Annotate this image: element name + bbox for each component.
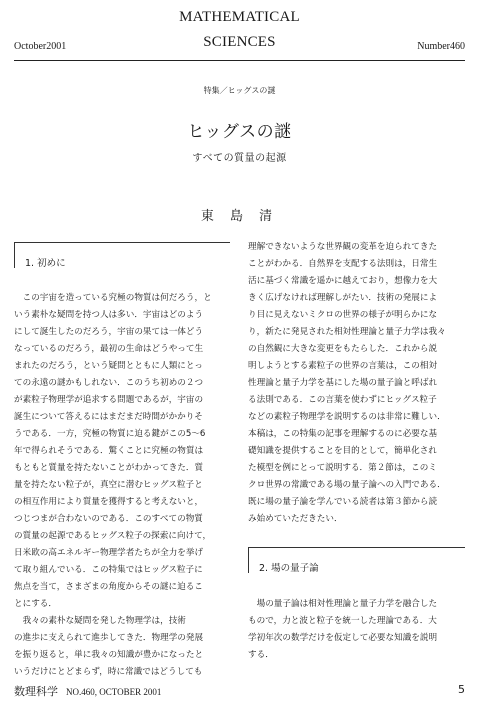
body-line: 年で得られそうである．驚くことに究極の物質は (14, 446, 204, 456)
body-line: を振り返ると，単に我々の知識が豊かになったと (14, 650, 204, 660)
body-line: り，新たに発見された相対性理論と量子力学は我々 (248, 327, 446, 337)
issue-date: October2001 (14, 41, 67, 52)
body-line: の質量の起源であるヒッグス粒子の探索に向けて， (14, 531, 212, 541)
article-title: ヒッグスの謎 (187, 122, 292, 142)
section-2-heading: 2. 場の量子論 (248, 547, 465, 573)
footer-info (14, 683, 161, 699)
body-line: 性理論と量子力学を基にした場の量子論と呼ばれ (248, 378, 438, 388)
body-line: の相互作用により質量を獲得すると考えないと， (14, 497, 204, 507)
body-line: きく広げなければ理解しがたい．技術の発展によ (248, 293, 438, 303)
body-line: 本稿は，この特集の記事を理解するのに必要な基 (248, 429, 438, 439)
body-line: いうだけにとどまらず，時に常識ではどうしても (14, 667, 203, 677)
body-line: いう素朴な疑問を持つ人は多い．宇宙はどのよう (14, 310, 204, 320)
body-line: 場の量子論は相対性理論と量子力学を融合した (248, 599, 438, 609)
footer-issue: NO.460, OCTOBER 2001 (66, 687, 162, 697)
body-line: 既に場の量子論を学んでいる読者は第３節から読 (248, 497, 438, 507)
body-line: なっているのだろう，最初の生命はどうやって生 (14, 344, 204, 354)
body-line: る法則である．この言葉を使わずにヒッグス粒子 (248, 395, 437, 405)
masthead-title-line2: SCIENCES (203, 34, 276, 50)
body-line: の自然観に大きな変更をもたらした．これから説 (248, 344, 438, 354)
masthead-title-line1: MATHEMATICAL (179, 9, 300, 25)
body-line: もともと質量を持たないことがわかってきた．質 (14, 463, 204, 473)
magazine-name: 数理科学 (14, 685, 58, 698)
author-name: 東 島 清 (200, 209, 279, 224)
body-line: ことがわかる．自然界を支配する法則は，日常生 (248, 259, 438, 269)
body-line: 活に基づく常識を遥かに越えており，想像力を大 (248, 276, 438, 286)
body-line: する． (248, 650, 274, 660)
body-line: 日米欧の高エネルギー物理学者たちが全力を挙げ (14, 548, 204, 558)
body-line: この宇宙を造っている究極の物質は何だろう，と (14, 293, 212, 303)
body-line: の進歩に支えられて進歩してきた．物理学の発展 (14, 633, 204, 643)
body-line: た模型を例にとって説明する．第２節は，このミ (248, 463, 437, 473)
body-line: にして誕生したのだろう，宇宙の果ては一体どう (14, 327, 204, 337)
body-line: クロ世界の常識である場の量子論への入門である． (248, 480, 446, 490)
page-number: 5 (458, 683, 465, 696)
body-line: が素粒子物理学が追求する問題であるが，宇宙の (14, 395, 204, 405)
issue-number: Number460 (417, 41, 465, 52)
section-1-heading: 1. 初めに (14, 242, 230, 268)
body-line: 焦点を当て，さまざまの角度からその謎に迫るこ (14, 582, 203, 592)
body-line: もので，力と波と粒子を統一した理論である．大 (248, 616, 437, 626)
body-line: つじつまが合わないのである．このすべての物質 (14, 514, 203, 524)
body-line: 理解できないような世界観の変革を迫られてきた (248, 242, 438, 252)
body-line: 我々の素朴な疑問を発した物理学は，技術 (14, 616, 186, 626)
body-line: まれたのだろう，という疑問とともに人類にとっ (14, 361, 203, 371)
body-line: 明しようとする素粒子の世界の言葉は，この相対 (248, 361, 438, 371)
body-line: うである．一方，究極の物質に迫る鍵がこの5〜6 (14, 429, 206, 439)
body-line: 誕生について答えるにはまだまだ時間がかかりそ (14, 412, 203, 422)
body-line: ての永遠の謎かもしれない．このうち初めの２つ (14, 378, 204, 388)
body-line: などの素粒子物理学を説明するのは非常に難しい． (248, 412, 446, 422)
article-subtitle: すべての質量の起源 (192, 153, 287, 164)
body-line: とにする． (14, 599, 57, 609)
body-line: て取り組んでいる．この特集ではヒッグス粒子に (14, 565, 203, 575)
feature-label: 特集／ヒッグスの謎 (203, 86, 276, 95)
body-line: り目に見えないミクロの世界の様子が明らかにな (248, 310, 438, 320)
body-line: 学初年次の数学だけを仮定して必要な知識を説明 (248, 633, 438, 643)
body-line: み始めていただきたい． (248, 514, 343, 524)
masthead-rule (14, 60, 465, 61)
body-line: 礎知識を提供することを目的として，簡単化され (248, 446, 437, 456)
body-line: 量を持たない粒子が，真空に潜むヒッグス粒子と (14, 480, 203, 490)
